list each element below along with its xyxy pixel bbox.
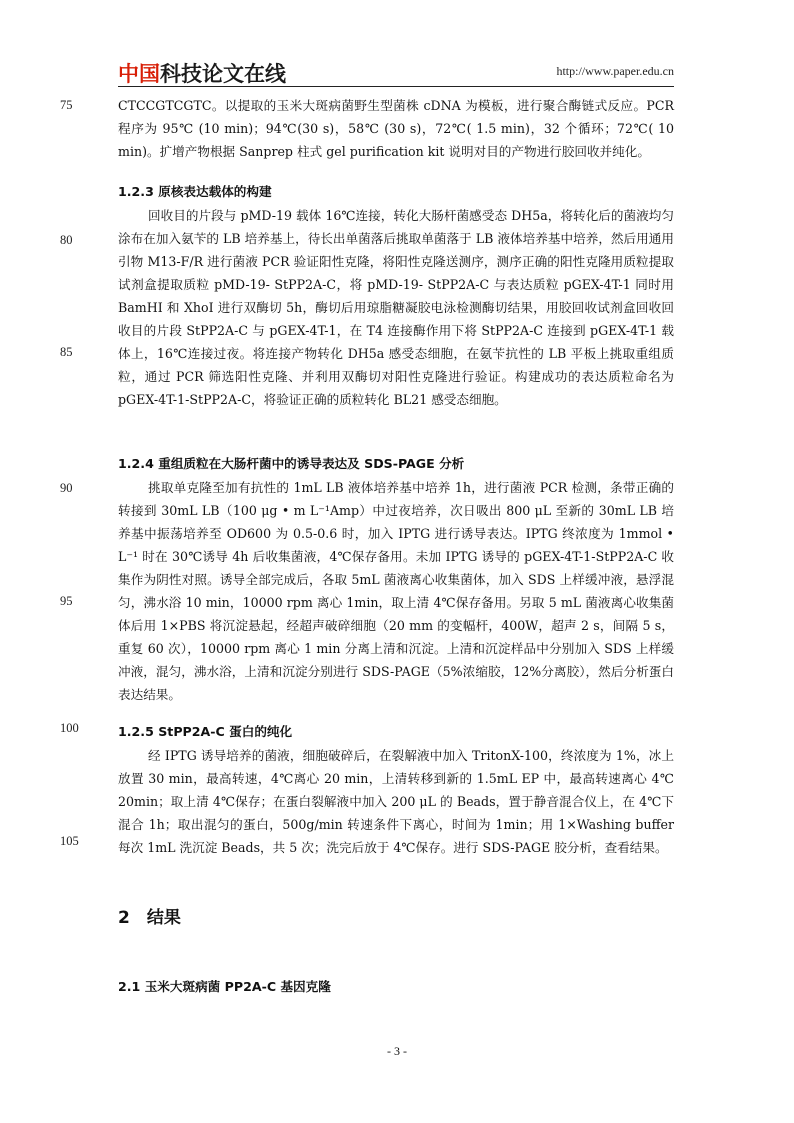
section-heading-2: 2 结果 bbox=[118, 908, 181, 928]
line-number: 100 bbox=[60, 721, 79, 735]
header-url: http://www.paper.edu.cn bbox=[556, 64, 674, 78]
line-number: 80 bbox=[60, 233, 73, 247]
logo-part-1: 中国 bbox=[118, 62, 160, 86]
paragraph-1-2-5: 经 IPTG 诱导培养的菌液，细胞破碎后，在裂解液中加入 TritonX-100，终浓度为 1%，冰上放置 30 min，最高转速，4℃离心 20 min，上清转移到新的 1.5mL EP 中，最高转速离心 4℃ 20min；取上清 4℃保存；在蛋白裂解液中加入 200 μL 的 Beads，置于静音混合仪上，在 4℃下混合 1h；取出混匀的蛋白，500g/min 转速条件下离心，时间为 1min；用 1×Washing buffer 每次 1mL 洗沉淀 Beads，共 5 次；洗完后放于 4℃保存。进行 SDS-PAGE 胶分析，查看结果。 bbox=[118, 748, 674, 855]
line-number: 75 bbox=[60, 98, 73, 112]
section-heading-1-2-5: 1.2.5 StPP2A-C 蛋白的纯化 bbox=[118, 724, 293, 739]
line-number: 85 bbox=[60, 345, 73, 359]
page-number: - 3 - bbox=[387, 1044, 407, 1058]
header-rule bbox=[118, 86, 674, 87]
paragraph-1-2-3: 回收目的片段与 pMD-19 载体 16℃连接，转化大肠杆菌感受态 DH5a，将转化后的菌液均匀涂布在加入氨苄的 LB 培养基上，待长出单菌落后挑取单菌落于 LB 液体培养基中培养，然后用通用引物 M13-F/R 进行菌液 PCR 验证阳性克隆，将阳性克隆送测序，测序正确的阳性克隆用质粒提取试剂盒提取质粒 pMD-19- StPP2A-C，将 pMD-19- StPP2A-C 与表达质粒 pGEX-4T-1 同时用 BamHI 和 XhoI 进行双酶切 5h，酶切后用琼脂糖凝胶电泳检测酶切结果，用胶回收试剂盒回收回收目的片段 StPP2A-C 与 pGEX-4T-1，在 T4 连接酶作用下将 StPP2A-C 连接到 pGEX-4T-1 载体上，16℃连接过夜。将连接产物转化 DH5a 感受态细胞，在氨苄抗性的 LB 平板上挑取重组质粒，通过 PCR 筛选阳性克隆、并利用双酶切对阳性克隆进行验证。构建成功的表达质粒命名为 pGEX-4T-1-StPP2A-C，将验证正确的质粒转化 BL21 感受态细胞。 bbox=[118, 208, 674, 407]
section-heading-1-2-3: 1.2.3 原核表达载体的构建 bbox=[118, 184, 272, 199]
section-heading-1-2-4: 1.2.4 重组质粒在大肠杆菌中的诱导表达及 SDS-PAGE 分析 bbox=[118, 456, 465, 471]
paragraph-1-2-4: 挑取单克隆至加有抗性的 1mL LB 液体培养基中培养 1h，进行菌液 PCR 检测，条带正确的转接到 30mL LB（100 μg • m L⁻¹Amp）中过夜培养，次日吸出 800 μL 至新的 30mL LB 培养基中振荡培养至 OD600 为 0.5-0.6 时，加入 IPTG 进行诱导表达。IPTG 终浓度为 1mmol • L⁻¹ 时在 30℃诱导 4h 后收集菌液，4℃保存备用。未加 IPTG 诱导的 pGEX-4T-1-StPP2A-C 收集作为阴性对照。诱导全部完成后，各取 5mL 菌液离心收集菌体，加入 SDS 上样缓冲液，悬浮混匀，沸水浴 10 min，10000 rpm 离心 1min，取上清 4℃保存备用。另取 5 mL 菌液离心收集菌体后用 1×PBS 将沉淀悬起，经超声破碎细胞（20 mm 的变幅杆，400W，超声 2 s，间隔 5 s，重复 60 次），10000 rpm 离心 1 min 分离上清和沉淀。上清和沉淀样品中分别加入 SDS 上样缓冲液，混匀，沸水浴，上清和沉淀分别进行 SDS-PAGE（5%浓缩胶，12%分离胶），然后分析蛋白表达结果。 bbox=[118, 480, 674, 702]
paragraph-pcr: CTCCGTCGTC。以提取的玉米大斑病菌野生型菌株 cDNA 为模板，进行聚合酶链式反应。PCR 程序为 95℃ (10 min)；94℃(30 s)，58℃ (30 s)，72℃( 1.5 min)，32 个循环；72℃( 10 min)。扩增产物根据 Sanprep 柱式 gel purification kit 说明对目的产物进行胶回收并纯化。 bbox=[118, 98, 674, 159]
line-number: 95 bbox=[60, 594, 73, 608]
site-logo bbox=[118, 58, 286, 88]
section-heading-2-1: 2.1 玉米大斑病菌 PP2A-C 基因克隆 bbox=[118, 979, 331, 994]
line-number: 105 bbox=[60, 834, 79, 848]
line-number: 90 bbox=[60, 481, 73, 495]
header-bar bbox=[118, 56, 674, 88]
logo-part-2: 科技论文在线 bbox=[160, 62, 286, 86]
